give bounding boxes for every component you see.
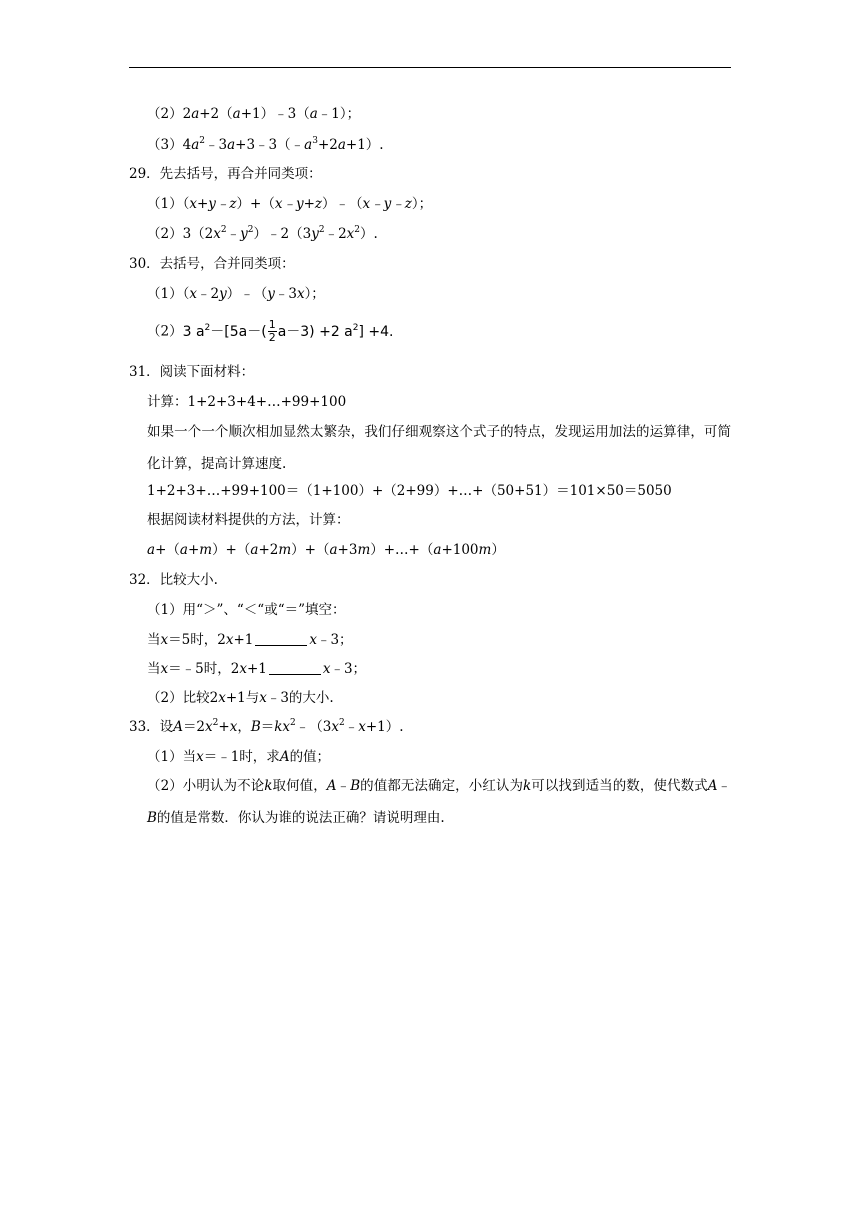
q32-title: 32．比较大小. [129,572,218,588]
q33-part1: （1）当x＝﹣1时，求A的值； [147,749,331,765]
q31-paragraph: 如果一个一个顺次相加显然太繁杂，我们仔细观察这个式子的特点，发现运用加法的运算律，可简化计算，提高计算速度. [147,424,731,472]
q31-expression: a+（a+m）+（a+2m）+（a+3m）+…+（a+100m） [147,542,505,558]
q28-part2: （2）2a+2（a+1）﹣3（a﹣1）； [147,106,361,122]
q33-title: 33．设$A=2x^2+x$，$B=kx^2﹣(3x^2﹣x+1)$. [129,718,404,735]
q33-part2: （2）小明认为不论k取何值，A﹣B的值都无法确定，小红认为k可以找到适当的数，使代数式A﹣B的值是常数．你认为谁的说法正确？请说明理由. [147,778,732,826]
answer-blank[interactable] [269,661,321,675]
q32-line1: 当x＝5时，2x+1 x﹣3； [147,632,353,648]
q30-part1: （1）（x﹣2y）﹣（y﹣3x）； [147,286,325,302]
q31-example: 1+2+3+…+99+100＝（1+100）+（2+99）+…+（50+51）＝101×50＝5050 [147,483,672,499]
q28-part3: $(3)4a^2﹣3a+3﹣3(﹣a^3+2a+1)$. [147,136,384,153]
q31-calc: 计算：1+2+3+4+…+99+100 [147,394,347,410]
fraction-one-half: $\frac{1}{2}$ [268,318,276,344]
answer-blank[interactable] [255,632,307,646]
q30-expression-image: 3 $a^2-[5a-$( $\frac{1}{2}$ a－3) +2 $a^2] +4$. [182,318,394,344]
q30-title: 30．去括号，合并同类项： [129,256,295,272]
q29-part2: $(2)3(2x^2﹣y^2)﹣2(3y^2﹣2x^2)$. [147,225,378,242]
q31-instruction: 根据阅读材料提供的方法，计算： [147,512,350,528]
q32-line2: 当x＝﹣5时，2x+1 x﹣3； [147,661,367,677]
q30-part2: （2）3 $a^2-[5a-$( $\frac{1}{2}$ a－3) +2 $a^2] +4$. [147,318,394,344]
q32-part1: （1）用“＞”、“＜“或“＝”填空： [147,602,346,618]
header-rule [129,67,731,68]
q29-part1: （1）（x+y﹣z）+（x﹣y+z）﹣（x﹣y﹣z）； [147,196,433,212]
q32-part2: （2）比较2x+1与x﹣3的大小. [147,690,334,706]
q29-title: 29．先去括号，再合并同类项： [129,166,322,182]
q31-title: 31．阅读下面材料： [129,364,255,380]
